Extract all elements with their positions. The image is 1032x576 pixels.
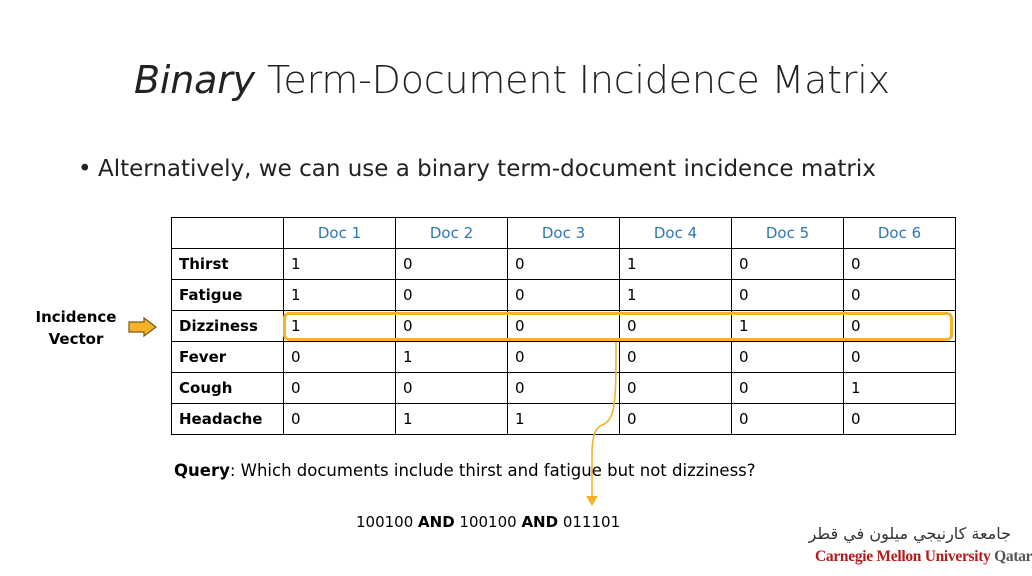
bullet-icon: • bbox=[78, 156, 92, 182]
value-cell: 0 bbox=[396, 249, 508, 280]
value-cell: 0 bbox=[732, 342, 844, 373]
value-cell: 0 bbox=[732, 249, 844, 280]
value-cell: 0 bbox=[284, 373, 396, 404]
logo-qatar: Qatar bbox=[990, 548, 1032, 565]
vector-fatigue: 100100 bbox=[454, 513, 522, 531]
incidence-matrix bbox=[171, 217, 956, 435]
term-cell: Cough bbox=[172, 373, 284, 404]
logo-university: Carnegie Mellon University bbox=[815, 548, 991, 565]
value-cell: 1 bbox=[284, 280, 396, 311]
incidence-vector-label bbox=[28, 306, 124, 350]
title-rest: Term-Document Incidence Matrix bbox=[254, 58, 890, 102]
term-cell: Thirst bbox=[172, 249, 284, 280]
vector-not-dizziness: 011101 bbox=[558, 513, 621, 531]
value-cell: 0 bbox=[844, 280, 956, 311]
value-cell: 1 bbox=[396, 342, 508, 373]
value-cell: 1 bbox=[284, 311, 396, 342]
value-cell: 0 bbox=[844, 311, 956, 342]
value-cell: 0 bbox=[620, 404, 732, 435]
bullet-point bbox=[78, 156, 876, 182]
value-cell: 0 bbox=[732, 280, 844, 311]
cmu-qatar-logo bbox=[808, 524, 1032, 568]
value-cell: 0 bbox=[844, 249, 956, 280]
value-cell: 0 bbox=[844, 342, 956, 373]
value-cell: 0 bbox=[620, 342, 732, 373]
doc-header: Doc 1 bbox=[284, 218, 396, 249]
table-row bbox=[172, 280, 956, 311]
value-cell: 1 bbox=[732, 311, 844, 342]
header-row bbox=[172, 218, 956, 249]
logo-english-text bbox=[815, 548, 1032, 566]
value-cell: 0 bbox=[620, 311, 732, 342]
table-row bbox=[172, 373, 956, 404]
value-cell: 1 bbox=[620, 280, 732, 311]
value-cell: 0 bbox=[620, 373, 732, 404]
connector-arrow-icon bbox=[580, 340, 620, 510]
incidence-label-line2: Vector bbox=[48, 330, 104, 348]
vector-thirst: 100100 bbox=[356, 513, 419, 531]
value-cell: 0 bbox=[508, 342, 620, 373]
value-cell: 0 bbox=[396, 373, 508, 404]
table-row bbox=[172, 404, 956, 435]
value-cell: 0 bbox=[508, 249, 620, 280]
and-operator: AND bbox=[418, 513, 455, 531]
value-cell: 0 bbox=[732, 373, 844, 404]
value-cell: 1 bbox=[620, 249, 732, 280]
query-text: : Which documents include thirst and fatigue but not dizziness? bbox=[229, 461, 756, 480]
doc-header: Doc 5 bbox=[732, 218, 844, 249]
doc-header: Doc 6 bbox=[844, 218, 956, 249]
value-cell: 0 bbox=[508, 373, 620, 404]
table-row bbox=[172, 311, 956, 342]
incidence-label-line1: Incidence bbox=[35, 308, 117, 326]
value-cell: 0 bbox=[396, 311, 508, 342]
value-cell: 0 bbox=[284, 342, 396, 373]
term-cell: Dizziness bbox=[172, 311, 284, 342]
slide-title bbox=[0, 58, 1024, 102]
doc-header: Doc 4 bbox=[620, 218, 732, 249]
table-row bbox=[172, 249, 956, 280]
value-cell: 0 bbox=[732, 404, 844, 435]
table-row bbox=[172, 342, 956, 373]
title-emphasis: Binary bbox=[134, 58, 255, 102]
value-cell: 0 bbox=[508, 311, 620, 342]
query-label: Query bbox=[174, 461, 230, 480]
and-operator: AND bbox=[521, 513, 559, 531]
value-cell: 1 bbox=[284, 249, 396, 280]
value-cell: 1 bbox=[844, 373, 956, 404]
value-cell: 0 bbox=[508, 280, 620, 311]
corner-cell bbox=[172, 218, 284, 249]
right-arrow-icon bbox=[128, 317, 158, 337]
query-line bbox=[174, 461, 756, 480]
boolean-expression bbox=[356, 513, 620, 531]
value-cell: 0 bbox=[844, 404, 956, 435]
term-cell: Headache bbox=[172, 404, 284, 435]
doc-header: Doc 3 bbox=[508, 218, 620, 249]
value-cell: 0 bbox=[284, 404, 396, 435]
value-cell: 1 bbox=[396, 404, 508, 435]
value-cell: 1 bbox=[508, 404, 620, 435]
bullet-text: Alternatively, we can use a binary term-document incidence matrix bbox=[98, 156, 876, 182]
doc-header: Doc 2 bbox=[396, 218, 508, 249]
term-cell: Fatigue bbox=[172, 280, 284, 311]
logo-arabic-text: جامعة كارنيجي ميلون في قطر bbox=[808, 524, 1011, 543]
term-cell: Fever bbox=[172, 342, 284, 373]
value-cell: 0 bbox=[396, 280, 508, 311]
